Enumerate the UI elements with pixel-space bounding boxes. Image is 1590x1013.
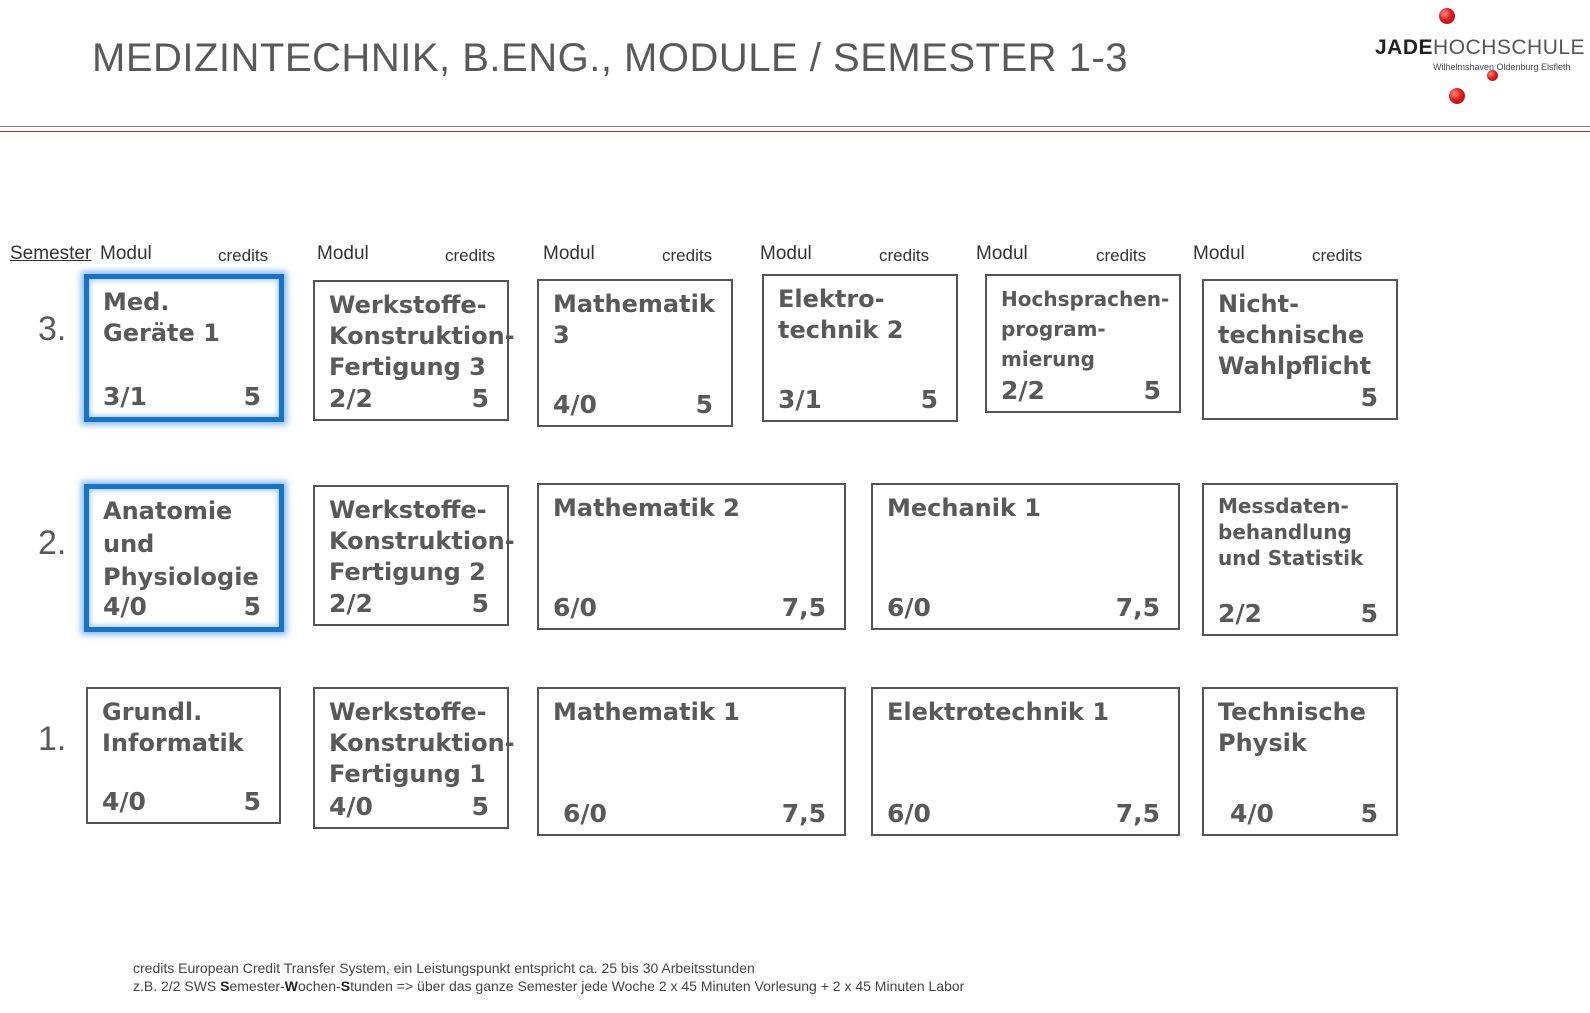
modul-column-header: Modul [543, 243, 595, 264]
module-name: Anatomie und Physiologie [103, 497, 259, 591]
module-sws: 4/0 [102, 787, 146, 816]
credits-column-header: credits [879, 246, 930, 265]
module-credits: 5 [695, 390, 713, 419]
module-credits: 7,5 [1115, 593, 1160, 622]
semester-column-header: Semester [10, 243, 92, 264]
module-sws: 6/0 [887, 799, 931, 828]
module-card[interactable] [762, 274, 958, 422]
page-title: MEDIZINTECHNIK, B.ENG., MODULE / SEMESTER 1-3 [92, 36, 1128, 80]
module-credits: 5 [1143, 376, 1161, 405]
module-credits: 7,5 [781, 799, 826, 828]
module-card[interactable] [1202, 483, 1398, 636]
module-name: Grundl. Informatik [102, 698, 244, 757]
credits-column-header: credits [1312, 246, 1363, 265]
jade-hochschule-logo [1375, 8, 1585, 113]
module-name: Mathematik 3 [553, 290, 715, 349]
module-sws: 3/1 [778, 385, 822, 414]
module-name: Mathematik 1 [553, 698, 740, 726]
modul-column-header: Modul [317, 243, 369, 264]
module-credits: 5 [1360, 599, 1378, 628]
module-card[interactable] [313, 280, 515, 421]
footnote-sws: z.B. 2/2 SWS Semester-Wochen-Stunden => über das ganze Semester jede Woche 2 x 45 Minuten Vorlesung + 2 x 45 Minuten Labor [133, 978, 965, 994]
modul-column-header: Modul [1193, 243, 1245, 264]
header-divider-red [0, 131, 1590, 132]
module-card[interactable] [871, 483, 1180, 630]
module-name: Technische Physik [1218, 698, 1366, 757]
module-sws: 2/2 [329, 384, 373, 413]
module-sws: 4/0 [329, 792, 373, 821]
module-sws: 6/0 [887, 593, 931, 622]
module-credits: 5 [920, 385, 938, 414]
logo-subtitle: Wilhelmshaven Oldenburg Elsfleth [1433, 62, 1571, 72]
modul-column-header: Modul [760, 243, 812, 264]
module-name: Nicht- technische Wahlpflicht [1218, 290, 1372, 380]
credits-column-header: credits [445, 246, 496, 265]
module-card[interactable] [537, 687, 846, 836]
module-credits: 5 [243, 382, 261, 411]
module-card[interactable] [537, 279, 733, 427]
module-card[interactable] [537, 483, 846, 630]
logo-wordmark: JADEHOCHSCHULE [1375, 36, 1586, 59]
module-name: Mathematik 2 [553, 494, 740, 522]
module-card[interactable] [871, 687, 1180, 836]
module-name: Messdaten- behandlung und Statistik [1218, 494, 1364, 570]
module-credits: 5 [243, 787, 261, 816]
credits-column-header: credits [1096, 246, 1147, 265]
module-card[interactable] [313, 485, 515, 626]
module-name: Mechanik 1 [887, 494, 1041, 522]
module-sws: 4/0 [553, 390, 597, 419]
module-sws: 2/2 [1001, 376, 1045, 405]
credits-column-header: credits [218, 246, 269, 265]
modul-column-header: Modul [100, 243, 152, 264]
header-divider-gray [0, 126, 1590, 127]
footnote-credits: credits European Credit Transfer System, ein Leistungspunkt entspricht ca. 25 bis 30 Arbeitsstunden [133, 960, 755, 976]
logo-dot-icon [1439, 8, 1455, 24]
module-card[interactable] [1202, 687, 1398, 836]
module-name: Med. Geräte 1 [103, 288, 220, 347]
module-sws: 3/1 [103, 382, 147, 411]
module-credits: 5 [471, 792, 489, 821]
module-credits: 5 [1360, 383, 1378, 412]
module-card[interactable] [86, 687, 281, 824]
module-sws: 4/0 [1230, 799, 1274, 828]
module-credits: 5 [471, 384, 489, 413]
semester-number-1: 1. [38, 720, 67, 758]
module-name: Elektrotechnik 1 [887, 698, 1110, 726]
module-sws: 2/2 [329, 589, 373, 618]
module-sws: 4/0 [103, 592, 147, 621]
module-name: Hochsprachen- program- mierung [1001, 287, 1170, 371]
module-name: Werkstoffe- Konstruktion- Fertigung 3 [329, 291, 515, 381]
module-card[interactable] [313, 687, 515, 829]
module-credits: 7,5 [781, 593, 826, 622]
module-name: Werkstoffe- Konstruktion- Fertigung 2 [329, 496, 515, 586]
semester-number-2: 2. [38, 524, 67, 562]
module-card[interactable] [985, 274, 1181, 413]
module-name: Elektro- technik 2 [778, 285, 904, 344]
module-credits: 5 [1360, 799, 1378, 828]
module-card[interactable] [84, 274, 284, 422]
module-sws: 6/0 [563, 799, 607, 828]
module-credits: 7,5 [1115, 799, 1160, 828]
modul-column-header: Modul [976, 243, 1028, 264]
logo-dot-icon [1449, 88, 1465, 104]
credits-column-header: credits [662, 246, 713, 265]
module-name: Werkstoffe- Konstruktion- Fertigung 1 [329, 698, 515, 788]
module-credits: 5 [471, 589, 489, 618]
module-sws: 6/0 [553, 593, 597, 622]
module-card[interactable] [84, 484, 284, 632]
module-card[interactable] [1202, 279, 1398, 420]
module-sws: 2/2 [1218, 599, 1262, 628]
semester-number-3: 3. [38, 310, 67, 348]
module-credits: 5 [243, 592, 261, 621]
